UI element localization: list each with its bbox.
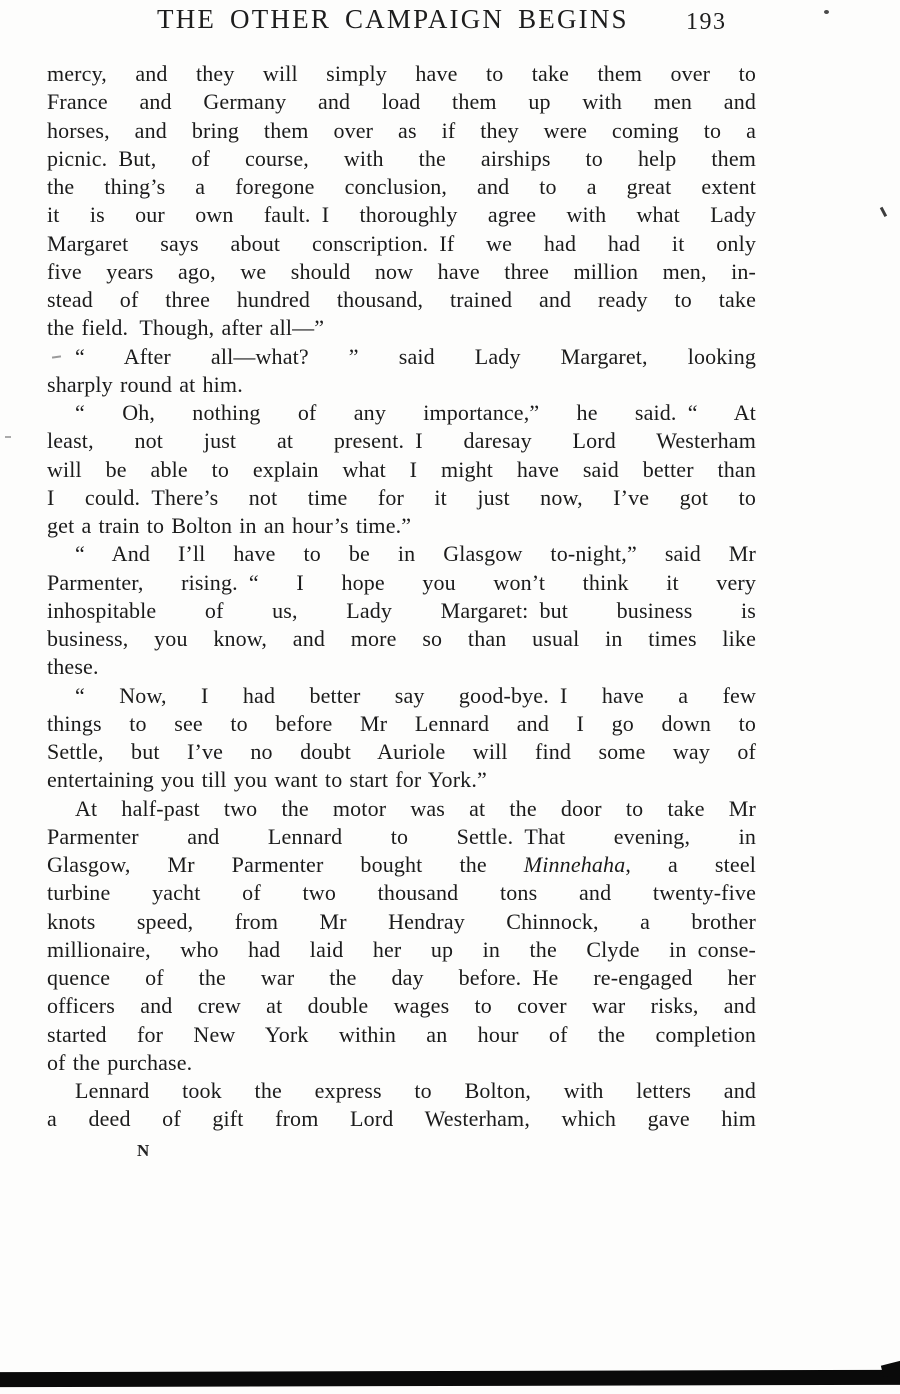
text-line: quence of the war the day before. He re-engaged her (47, 965, 756, 990)
text-line: picnic. But, of course, with the airships to help them (47, 145, 756, 171)
text-line: Parmenter, rising. “ I hope you won’t think it very (47, 569, 756, 595)
text-line: turbine yacht of two thousand tons and twenty-five (47, 880, 756, 906)
text-line: entertaining you till you want to start for York.” (47, 767, 487, 793)
text-line: At half-past two the motor was at the door to take Mr (75, 795, 756, 821)
text-line: Margaret says about conscription. If we had had it only (47, 230, 756, 256)
text-line: “ Oh, nothing of any importance,” he said. “ At (75, 400, 756, 425)
text-line: mercy, and they will simply have to take them over to (47, 61, 756, 86)
scan-speck (880, 207, 887, 217)
text-body (47, 60, 756, 1134)
text-line: Parmenter and Lennard to Settle. That evening, in (47, 823, 756, 849)
text-line: Lennard took the express to Bolton, with letters and (75, 1078, 756, 1103)
text-line: millionaire, who had laid her up in the Clyde in conse- (47, 936, 756, 962)
scan-speck (5, 436, 11, 438)
text-line: Glasgow, Mr Parmenter bought the Minnehaha, a steel (47, 852, 756, 877)
text-line: “ Now, I had better say good-bye. I have a few (75, 682, 756, 708)
text-line: will be able to explain what I might have said better than (47, 456, 756, 482)
text-line: knots speed, from Mr Hendray Chinnock, a brother (47, 908, 756, 934)
text-line: “ And I’ll have to be in Glasgow to-night,” said Mr (75, 541, 756, 567)
text-line: these. (47, 654, 99, 680)
scan-speck (824, 10, 829, 14)
text-line: the field. Though, after all—” (47, 315, 325, 341)
text-line: sharply round at him. (47, 371, 243, 397)
text-line: it is our own fault. I thoroughly agree with what Lady (47, 202, 756, 228)
text-line: I could. There’s not time for it just now, I’ve got to (47, 484, 756, 510)
text-line: business, you know, and more so than usual in times like (47, 626, 756, 651)
text-line: least, not just at present. I daresay Lord Westerham (47, 428, 756, 454)
text-line: France and Germany and load them up with men and (47, 89, 756, 115)
text-line: Settle, but I’ve no doubt Auriole will find some way of (47, 739, 756, 764)
text-line: of the purchase. (47, 1049, 193, 1075)
text-line: officers and crew at double wages to cover war risks, and (47, 993, 756, 1019)
scan-artifact-bottom-bar (0, 1370, 900, 1387)
page-number: 193 (686, 9, 727, 35)
running-header-title: THE OTHER CAMPAIGN BEGINS (157, 4, 629, 34)
text-line: stead of three hundred thousand, trained and ready to take (47, 287, 756, 312)
text-line: horses, and bring them over as if they were coming to a (47, 117, 756, 143)
text-line: a deed of gift from Lord Westerham, which gave him (47, 1106, 756, 1132)
text-line: started for New York within an hour of the completion (47, 1021, 756, 1047)
text-line: get a train to Bolton in an hour’s time.” (47, 513, 412, 538)
text-line: inhospitable of us, Lady Margaret: but business is (47, 597, 756, 623)
printer-signature-mark: N (137, 1141, 151, 1160)
text-line: the thing’s a foregone conclusion, and to a great extent (47, 174, 756, 199)
text-line: things to see to before Mr Lennard and I go down to (47, 710, 756, 736)
text-line: “ After all—what? ” said Lady Margaret, looking (75, 343, 756, 369)
text-line: five years ago, we should now have three million men, in- (47, 258, 756, 284)
